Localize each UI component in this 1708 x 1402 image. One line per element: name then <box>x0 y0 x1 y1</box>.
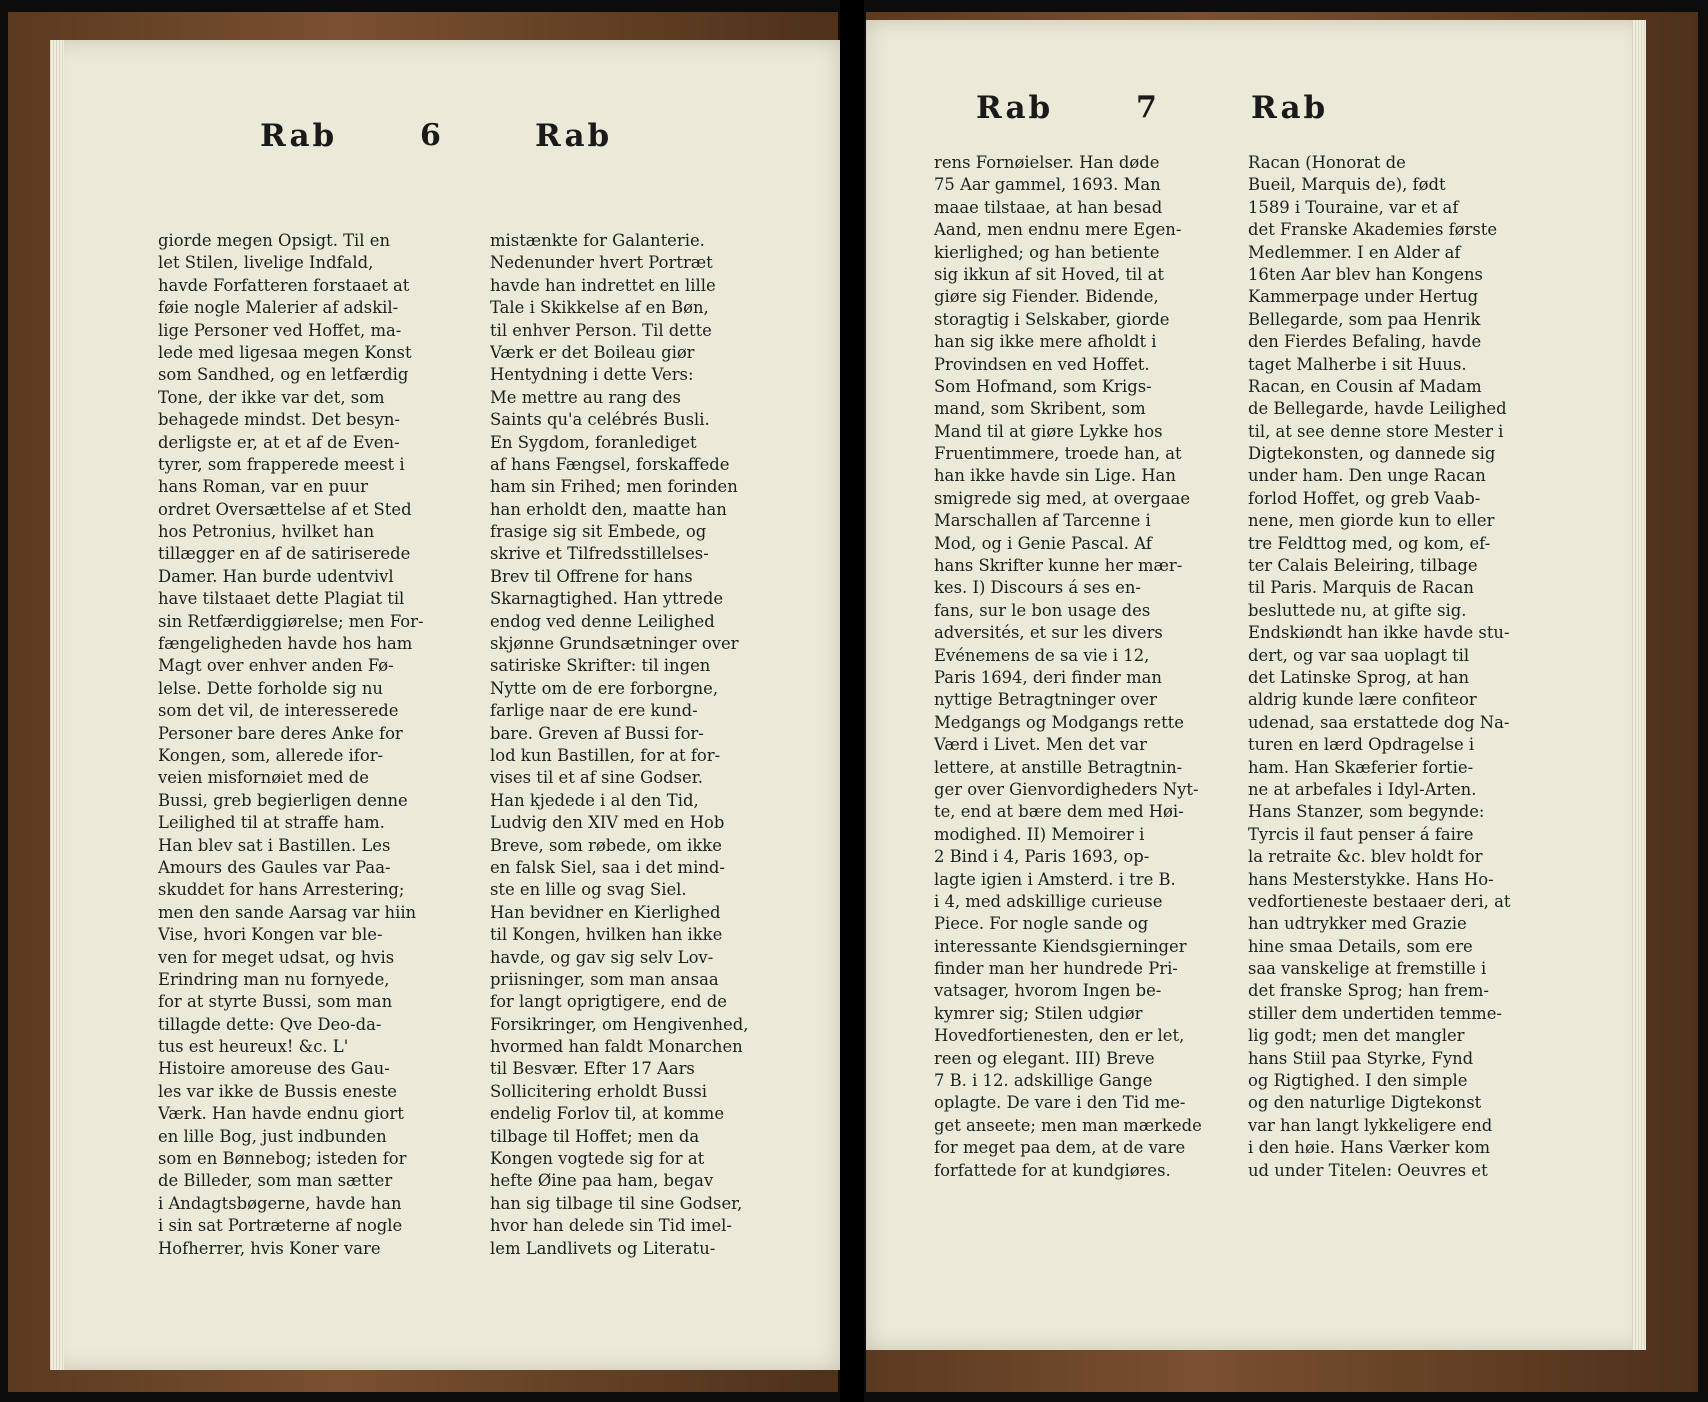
text-line: Hentydning i dette Vers: <box>490 365 694 385</box>
text-line: Endskiøndt han ikke havde stu- <box>1248 623 1510 643</box>
text-line: Tyrcis il faut penser á faire <box>1248 824 1474 844</box>
text-line: adversités, et sur les divers <box>934 623 1163 643</box>
text-line: Mand til at giøre Lykke hos <box>934 421 1163 441</box>
text-line: 75 Aar gammel, 1693. Man <box>934 175 1161 195</box>
text-column-2 <box>490 230 790 1260</box>
text-line: i 4, med adskillige curieuse <box>934 891 1163 911</box>
text-line: han erholdt den, maatte han <box>490 499 727 519</box>
text-line: som Sandhed, og en letfærdig <box>158 365 409 385</box>
text-line: til Paris. Marquis de Racan <box>1248 578 1474 598</box>
text-line: ud under Titelen: Oeuvres et <box>1248 1160 1488 1180</box>
text-line: ne at arbefales i Idyl-Arten. <box>1248 779 1477 799</box>
text-line: Fruentimmere, troede han, at <box>934 444 1182 464</box>
text-line: giorde megen Opsigt. Til en <box>158 231 391 250</box>
text-line: finder man her hundrede Pri- <box>934 959 1178 979</box>
text-line: Vise, hvori Kongen var ble- <box>158 925 383 945</box>
text-line: tillægger en af de satiriserede <box>158 544 411 564</box>
text-line: lede med ligesaa megen Konst <box>158 342 412 362</box>
text-line: i sin sat Portræterne af nogle <box>158 1216 403 1236</box>
text-column-1 <box>158 230 478 1260</box>
text-line: bare. Greven af Bussi for- <box>490 723 704 743</box>
text-line: Mod, og i Genie Pascal. Af <box>934 533 1152 553</box>
text-line: hvormed han faldt Monarchen <box>490 1037 743 1057</box>
text-line: Bueil, Marquis de), født <box>1248 175 1446 195</box>
text-line: var han langt lykkeligere end <box>1248 1115 1493 1135</box>
headword-left: Rab <box>976 90 1054 126</box>
text-line: ven for meget udsat, og hvis <box>158 947 395 967</box>
text-line: Personer bare deres Anke for <box>158 723 403 743</box>
text-line: Hans Stanzer, som begynde: <box>1248 802 1485 822</box>
text-line: og Rigtighed. I den simple <box>1248 1071 1468 1091</box>
text-line: hvor han delede sin Tid imel- <box>490 1216 732 1236</box>
text-column-2 <box>1248 152 1563 1182</box>
page-edges <box>1632 20 1646 1350</box>
text-line: Evénemens de sa vie i 12, <box>934 645 1150 665</box>
text-line: hans Mesterstykke. Hans Ho- <box>1248 869 1494 889</box>
text-line: tus est heureux! &c. L' <box>158 1037 349 1057</box>
text-line: Digtekonsten, og dannede sig <box>1248 444 1496 464</box>
text-line: forfattede for at kundgiøres. <box>934 1160 1171 1180</box>
text-line: Nedenunder hvert Portræt <box>490 253 713 273</box>
text-line: farlige naar de ere kund- <box>490 701 698 721</box>
headword-left: Rab <box>260 118 338 154</box>
text-line: havde, og gav sig selv Lov- <box>490 947 714 967</box>
text-line: taget Malherbe i sit Huus. <box>1248 354 1467 374</box>
text-line: Aand, men endnu mere Egen- <box>934 220 1182 240</box>
text-line: 2 Bind i 4, Paris 1693, op- <box>934 847 1150 867</box>
text-line: havde Forfatteren forstaaet at <box>158 275 410 295</box>
text-line: 7 B. i 12. adskillige Gange <box>934 1071 1153 1091</box>
text-line: interessante Kiendsgierninger <box>934 936 1187 956</box>
text-line: Hofherrer, hvis Koner vare <box>158 1238 381 1258</box>
text-line: sig ikkun af sit Hoved, til at <box>934 264 1164 284</box>
text-line: tilbage til Hoffet; men da <box>490 1126 700 1146</box>
text-line: frasige sig sit Embede, og <box>490 522 707 542</box>
text-line: nyttige Betragtninger over <box>934 690 1157 710</box>
text-line: la retraite &c. blev holdt for <box>1248 847 1483 867</box>
text-line: tre Feldttog med, og kom, ef- <box>1248 533 1491 553</box>
text-line: til Kongen, hvilken han ikke <box>490 925 723 945</box>
text-line: modighed. II) Memoirer i <box>934 824 1145 844</box>
text-line: 1589 i Touraine, var et af <box>1248 197 1459 217</box>
text-line: behagede mindst. Det besyn- <box>158 410 400 430</box>
text-line: i den høie. Hans Værker kom <box>1248 1138 1491 1158</box>
text-line: han sig ikke mere afholdt i <box>934 332 1157 352</box>
running-head <box>866 90 1646 140</box>
text-line: Skarnagtighed. Han yttrede <box>490 589 724 609</box>
text-line: ter Calais Beleiring, tilbage <box>1248 556 1478 576</box>
text-line: skuddet for hans Arrestering; <box>158 880 405 900</box>
text-line: let Stilen, livelige Indfald, <box>158 253 374 273</box>
text-line: sin Retfærdiggiørelse; men For- <box>158 611 424 631</box>
text-line: Medlemmer. I en Alder af <box>1248 242 1461 262</box>
text-line: saa vanskelige at fremstille i <box>1248 959 1487 979</box>
text-line: Amours des Gaules var Paa- <box>158 857 391 877</box>
text-line: oplagte. De vare i den Tid me- <box>934 1093 1186 1113</box>
page-number: 6 <box>420 118 441 153</box>
text-line: af hans Fængsel, forskaffede <box>490 454 730 474</box>
text-line: skjønne Grundsætninger over <box>490 634 739 654</box>
text-line: Sollicitering erholdt Bussi <box>490 1081 708 1101</box>
text-line: vatsager, hvorom Ingen be- <box>934 981 1162 1001</box>
text-line: rens Fornøielser. Han døde <box>934 153 1160 172</box>
text-line: En Sygdom, foranlediget <box>490 432 697 452</box>
running-head <box>50 118 840 168</box>
text-line: det franske Sprog; han frem- <box>1248 981 1489 1001</box>
text-line: men den sande Aarsag var hiin <box>158 902 417 922</box>
text-line: endelig Forlov til, at komme <box>490 1104 725 1124</box>
text-line: føie nogle Malerier af adskil- <box>158 298 399 318</box>
text-line: derligste er, at et af de Even- <box>158 432 400 452</box>
text-line: forlod Hoffet, og greb Vaab- <box>1248 488 1481 508</box>
text-line: vises til et af sine Godser. <box>490 768 703 788</box>
text-line: under ham. Den unge Racan <box>1248 466 1486 486</box>
text-line: Som Hofmand, som Krigs- <box>934 376 1152 396</box>
text-line: lelse. Dette forholde sig nu <box>158 678 383 698</box>
text-line: i Andagtsbøgerne, havde han <box>158 1193 402 1213</box>
text-line: endog ved denne Leilighed <box>490 611 715 631</box>
text-line: storagtig i Selskaber, giorde <box>934 309 1170 329</box>
text-line: kierlighed; og han betiente <box>934 242 1160 262</box>
text-line: Piece. For nogle sande og <box>934 914 1149 934</box>
right-page <box>866 20 1646 1350</box>
text-line: lagte igien i Amsterd. i tre B. <box>934 869 1176 889</box>
text-line: 16ten Aar blev han Kongens <box>1248 264 1483 284</box>
text-line: en falsk Siel, saa i det mind- <box>490 857 725 877</box>
text-line: get anseete; men man mærkede <box>934 1115 1202 1135</box>
text-line: han sig tilbage til sine Godser, <box>490 1193 743 1213</box>
text-line: fans, sur le bon usage des <box>934 600 1151 620</box>
text-line: nene, men giorde kun to eller <box>1248 511 1495 531</box>
text-line: de Bellegarde, havde Leilighed <box>1248 399 1507 419</box>
text-line: giøre sig Fiender. Bidende, <box>934 287 1159 307</box>
text-line: maae tilstaae, at han besad <box>934 197 1163 217</box>
text-line: priisninger, som man ansaa <box>490 969 719 989</box>
headword-right: Rab <box>535 118 613 154</box>
text-line: det Latinske Sprog, at han <box>1248 667 1470 687</box>
text-line: Histoire amoreuse des Gau- <box>158 1059 390 1079</box>
text-line: smigrede sig med, at overgaae <box>934 488 1191 508</box>
text-line: udenad, saa erstattede dog Na- <box>1248 712 1510 732</box>
text-line: havde han indrettet en lille <box>490 275 716 295</box>
text-line: han ikke havde sin Lige. Han <box>934 466 1176 486</box>
text-line: som det vil, de interesserede <box>158 701 399 721</box>
text-line: ham sin Frihed; men forinden <box>490 477 738 497</box>
text-line: mistænkte for Galanterie. <box>490 231 705 250</box>
text-line: til, at see denne store Mester i <box>1248 421 1504 441</box>
text-line: lig godt; men det mangler <box>1248 1026 1465 1046</box>
text-line: de Billeder, som man sætter <box>158 1171 393 1191</box>
text-line: have tilstaaet dette Plagiat til <box>158 589 405 609</box>
text-line: tyrer, som frapperede meest i <box>158 454 405 474</box>
text-column-1 <box>934 152 1239 1182</box>
text-line: aldrig kunde lære confiteor <box>1248 690 1477 710</box>
text-line: turen en lærd Opdragelse i <box>1248 735 1475 755</box>
text-line: Erindring man nu fornyede, <box>158 969 390 989</box>
text-line: han udtrykker med Grazie <box>1248 914 1467 934</box>
text-line: som en Bønnebog; isteden for <box>158 1149 407 1169</box>
text-line: lod kun Bastillen, for at for- <box>490 745 721 765</box>
text-line: hos Petronius, hvilket han <box>158 522 375 542</box>
text-line: Han blev sat i Bastillen. Les <box>158 835 391 855</box>
text-line: Marschallen af Tarcenne i <box>934 511 1151 531</box>
left-page <box>50 40 840 1370</box>
text-line: mand, som Skribent, som <box>934 399 1146 419</box>
headword-right: Rab <box>1251 90 1329 126</box>
text-line: hans Roman, var en puur <box>158 477 368 497</box>
text-line: veien misfornøiet med de <box>158 768 369 788</box>
text-line: Ludvig den XIV med en Hob <box>490 813 725 833</box>
text-line: ger over Gienvordigheders Nyt- <box>934 779 1199 799</box>
text-line: for langt oprigtigere, end de <box>490 992 727 1012</box>
page-number: 7 <box>1136 90 1157 125</box>
text-line: den Fierdes Befaling, havde <box>1248 332 1482 352</box>
text-line: en lille Bog, just indbunden <box>158 1126 387 1146</box>
text-line: Racan, en Cousin af Madam <box>1248 376 1482 396</box>
text-line: lem Landlivets og Literatu- <box>490 1238 716 1258</box>
text-line: reen og elegant. III) Breve <box>934 1048 1155 1068</box>
text-line: Racan (Honorat de <box>1248 153 1406 172</box>
text-line: ham. Han Skæferier fortie- <box>1248 757 1474 777</box>
text-line: Kammerpage under Hertug <box>1248 287 1479 307</box>
spread-gutter <box>840 0 864 1402</box>
text-line: lige Personer ved Hoffet, ma- <box>158 320 402 340</box>
text-line: Nytte om de ere forborgne, <box>490 678 719 698</box>
text-line: Tale i Skikkelse af en Bøn, <box>490 298 709 318</box>
text-line: vedfortieneste bestaaer deri, at <box>1248 891 1511 911</box>
text-line: Me mettre au rang des <box>490 387 681 407</box>
text-line: fængeligheden havde hos ham <box>158 634 413 654</box>
text-line: ordret Oversættelse af et Sted <box>158 499 412 519</box>
text-line: Forsikringer, om Hengivenhed, <box>490 1014 749 1034</box>
text-line: til Besvær. Efter 17 Aars <box>490 1059 695 1079</box>
text-line: Bellegarde, som paa Henrik <box>1248 309 1481 329</box>
text-line: det Franske Akademies første <box>1248 220 1498 240</box>
text-line: Han kjedede i al den Tid, <box>490 790 699 810</box>
text-line: Kongen vogtede sig for at <box>490 1149 705 1169</box>
text-line: Provindsen en ved Hoffet. <box>934 354 1150 374</box>
text-line: Saints qu'a celébrés Busli. <box>490 410 710 430</box>
text-line: hefte Øine paa ham, begav <box>490 1171 714 1191</box>
text-line: dert, og var saa uoplagt til <box>1248 645 1470 665</box>
text-line: besluttede nu, at gifte sig. <box>1248 600 1467 620</box>
text-line: Magt over enhver anden Fø- <box>158 656 394 676</box>
text-line: til enhver Person. Til dette <box>490 320 712 340</box>
text-line: Brev til Offrene for hans <box>490 566 693 586</box>
text-line: lettere, at anstille Betragtnin- <box>934 757 1183 777</box>
text-line: stiller dem undertiden temme- <box>1248 1003 1502 1023</box>
page-edges <box>50 40 64 1370</box>
text-line: for at styrte Bussi, som man <box>158 992 393 1012</box>
text-line: kes. I) Discours á ses en- <box>934 578 1141 598</box>
text-line: Kongen, som, allerede ifor- <box>158 745 384 765</box>
text-line: og den naturlige Digtekonst <box>1248 1093 1482 1113</box>
text-line: Hovedfortienesten, den er let, <box>934 1026 1185 1046</box>
text-line: Paris 1694, deri finder man <box>934 667 1162 687</box>
text-line: kymrer sig; Stilen udgiør <box>934 1003 1143 1023</box>
text-line: Breve, som røbede, om ikke <box>490 835 722 855</box>
text-line: for meget paa dem, at de vare <box>934 1138 1186 1158</box>
text-line: Damer. Han burde udentvivl <box>158 566 394 586</box>
text-line: Leilighed til at straffe ham. <box>158 813 385 833</box>
text-line: te, end at bære dem med Høi- <box>934 802 1184 822</box>
text-line: les var ikke de Bussis eneste <box>158 1081 398 1101</box>
text-line: Bussi, greb begierligen denne <box>158 790 408 810</box>
text-line: skrive et Tilfredsstillelses- <box>490 544 709 564</box>
text-line: Han bevidner en Kierlighed <box>490 902 721 922</box>
text-line: hans Skrifter kunne her mær- <box>934 556 1183 576</box>
text-line: Tone, der ikke var det, som <box>158 387 385 407</box>
text-line: hine smaa Details, som ere <box>1248 936 1473 956</box>
text-line: Værd i Livet. Men det var <box>934 735 1147 755</box>
text-line: tillagde dette: Qve Deo-da- <box>158 1014 382 1034</box>
text-line: satiriske Skrifter: til ingen <box>490 656 711 676</box>
text-line: Værk er det Boileau giør <box>490 342 695 362</box>
text-line: Medgangs og Modgangs rette <box>934 712 1184 732</box>
text-line: ste en lille og svag Siel. <box>490 880 687 900</box>
text-line: Værk. Han havde endnu giort <box>158 1104 404 1124</box>
text-line: hans Stiil paa Styrke, Fynd <box>1248 1048 1474 1068</box>
